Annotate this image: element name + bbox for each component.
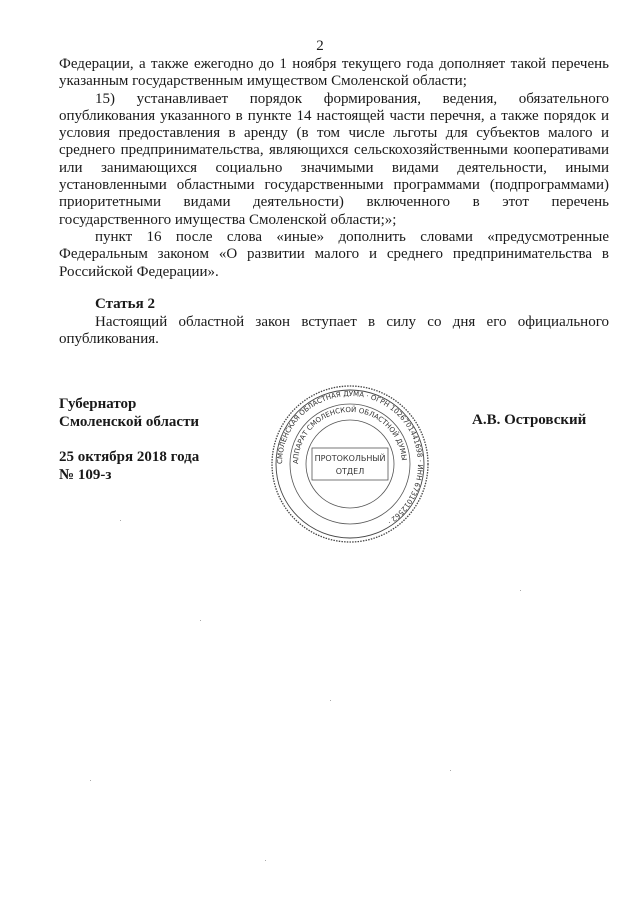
article-text xyxy=(59,314,609,349)
page-number: 2 xyxy=(316,38,324,54)
body-text xyxy=(59,56,609,281)
paragraph-item-16: пункт 16 после слова «иные» дополнить словами «предусмотренные Федеральным законом «О развитии малого и среднего предпринимательства в Российской Федерации». xyxy=(59,228,609,280)
article-title: Статья 2 xyxy=(95,296,155,312)
paragraph-item-15: 15) устанавливает порядок формирования, ведения, обязательного опубликования указанного в пункте 14 настоящей части перечня, а также порядок и условия предоставления в аренду (в том числе льготы для субъектов малого и среднего предпринимательства, являющихся сельскохозяйственными кооперативами или занимающихся социально значимыми видами деятельности, иными установленными областными государственными программами (подпрограммами) приоритетными видами деятельности) включенного в этот перечень государственного имущества Смоленской области;»; xyxy=(59,90,609,228)
signature-block xyxy=(59,396,199,484)
document-date: 25 октября 2018 года xyxy=(59,449,200,465)
official-stamp-icon xyxy=(268,382,432,546)
signer-position-line1: Губернатор xyxy=(59,396,137,412)
stamp-center-line1: ПРОТОКОЛЬНЫЙ xyxy=(314,454,386,463)
article-paragraph: Настоящий областной закон вступает в силу со дня его официального опубликования. xyxy=(59,314,609,348)
stamp-outer-text: СМОЛЕНСКАЯ ОБЛАСТНАЯ ДУМА · ОГРН 1026701441698 · ИНН 6731012562 · xyxy=(275,389,425,526)
stamp-center-line2: ОТДЕЛ xyxy=(335,467,365,476)
stamp-inner-text: АППАРАТ СМОЛЕНСКОЙ ОБЛАСТНОЙ ДУМЫ xyxy=(291,405,408,465)
paragraph-continuation: Федерации, а также ежегодно до 1 ноября текущего года дополняет такой перечень указанным государственным имуществом Смоленской области; xyxy=(59,56,609,90)
document-number: № 109-з xyxy=(59,466,112,483)
signer-name: А.В. Островский xyxy=(472,412,587,428)
signer-position-line2: Смоленской области xyxy=(59,413,200,430)
